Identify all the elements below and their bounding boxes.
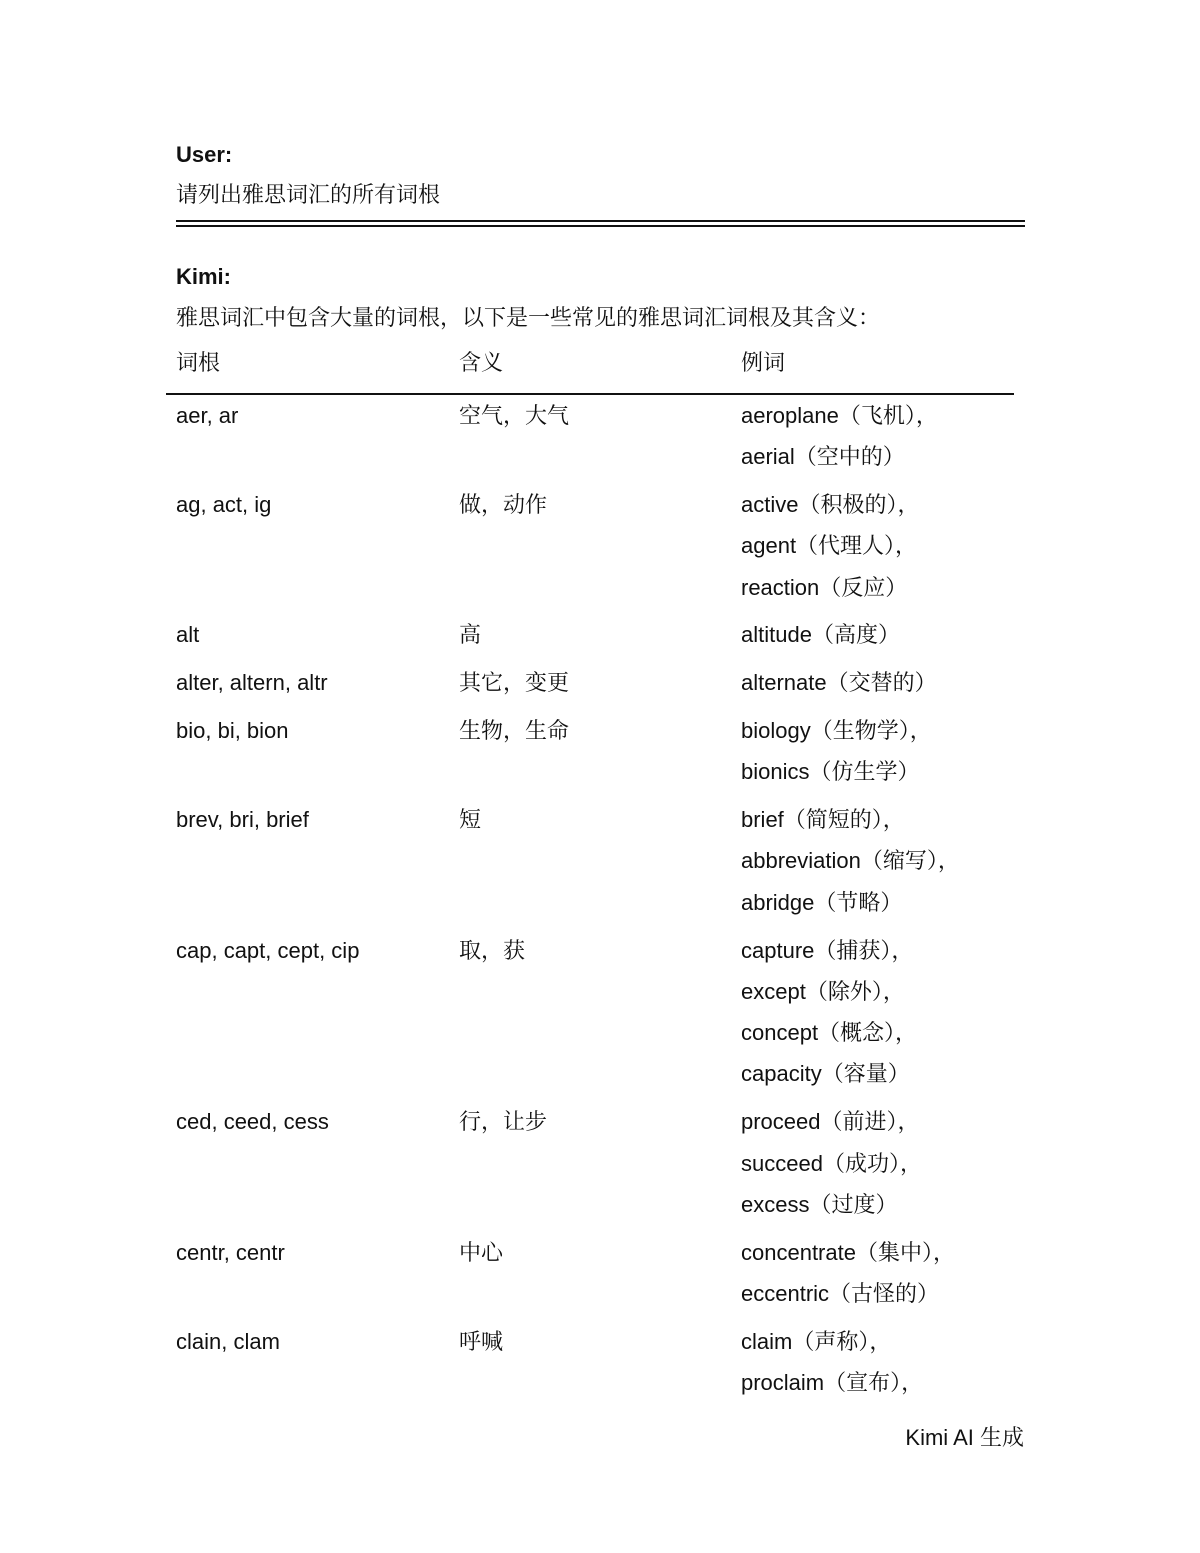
example-word: abridge（节略） (741, 889, 903, 915)
column-header-root: 词根 (176, 350, 221, 375)
table-row (166, 710, 1014, 799)
example-word: agent（代理人）， (741, 533, 918, 559)
table-header (166, 345, 1014, 395)
example-word: bionics（仿生学） (741, 759, 920, 785)
meaning-cell: 生物，生命 (459, 718, 570, 744)
root-cell: ced, ceed, cess (176, 1109, 329, 1135)
examples-cell (741, 1232, 955, 1315)
assistant-label: Kimi: (176, 264, 231, 289)
example-word: concept（概念）， (741, 1020, 918, 1046)
root-cell: alt (176, 622, 200, 648)
table-row (166, 395, 1014, 484)
example-word: capture（捕获）， (741, 937, 914, 963)
root-cell: alter, altern, altr (176, 670, 328, 696)
examples-cell (741, 1321, 923, 1404)
example-word: aerial（空中的） (741, 444, 905, 470)
table-row (166, 1232, 1014, 1321)
example-word: excess（过度） (741, 1191, 898, 1217)
footer-note: Kimi AI 生成 (905, 1425, 1024, 1450)
section-divider (176, 220, 1025, 227)
user-message: 请列出雅思词汇的所有词根 (176, 182, 441, 207)
root-cell: cap, capt, cept, cip (176, 937, 360, 963)
example-word: alternate（交替的） (741, 670, 937, 696)
column-header-meaning: 含义 (459, 350, 504, 375)
root-cell: brev, bri, brief (176, 807, 309, 833)
example-word: succeed（成功）， (741, 1150, 922, 1176)
examples-cell (741, 662, 937, 703)
word-root-table (166, 345, 1014, 1410)
meaning-cell: 其它，变更 (459, 670, 570, 696)
root-cell: clain, clam (176, 1328, 280, 1354)
example-word: capacity（容量） (741, 1061, 910, 1087)
examples-cell (741, 614, 900, 655)
example-word: concentrate（集中）， (741, 1239, 955, 1265)
examples-cell (741, 710, 932, 793)
user-label: User: (176, 142, 233, 167)
meaning-cell: 空气，大气 (459, 403, 570, 428)
table-row (166, 484, 1014, 614)
table-row (166, 799, 1014, 929)
examples-cell (741, 1101, 922, 1225)
meaning-cell: 呼喊 (459, 1328, 504, 1354)
example-word: altitude（高度） (741, 622, 900, 648)
example-word: abbreviation（缩写）， (741, 848, 960, 874)
example-word: proclaim（宣布）， (741, 1370, 924, 1396)
root-cell: ag, act, ig (176, 492, 272, 518)
examples-cell (741, 395, 938, 478)
table-row (166, 1321, 1014, 1410)
example-word: eccentric（古怪的） (741, 1280, 940, 1306)
root-cell: aer, ar (176, 403, 239, 428)
meaning-cell: 取，获 (459, 937, 526, 963)
column-header-examples: 例词 (741, 350, 786, 375)
meaning-cell: 做，动作 (459, 492, 548, 518)
meaning-cell: 高 (459, 622, 482, 648)
table-row (166, 662, 1014, 710)
table-row (166, 930, 1014, 1102)
example-word: reaction（反应） (741, 574, 908, 600)
example-word: brief（简短的）， (741, 807, 905, 833)
examples-cell (741, 930, 917, 1095)
example-word: aeroplane（飞机）， (741, 403, 938, 428)
meaning-cell: 中心 (459, 1239, 504, 1265)
example-word: biology（生物学）， (741, 718, 932, 744)
root-cell: bio, bi, bion (176, 718, 289, 744)
table-row (166, 1101, 1014, 1231)
example-word: claim（声称）， (741, 1328, 892, 1354)
root-cell: centr, centr (176, 1239, 285, 1265)
assistant-intro: 雅思词汇中包含大量的词根，以下是一些常见的雅思词汇词根及其含义： (176, 305, 881, 330)
example-word: proceed（前进）， (741, 1109, 920, 1135)
example-word: active（积极的）， (741, 492, 920, 518)
meaning-cell: 行，让步 (459, 1109, 548, 1135)
table-body (166, 395, 1014, 1410)
table-row (166, 614, 1014, 662)
meaning-cell: 短 (459, 807, 482, 833)
examples-cell (741, 799, 960, 923)
example-word: except（除外）， (741, 978, 905, 1004)
examples-cell (741, 484, 919, 608)
